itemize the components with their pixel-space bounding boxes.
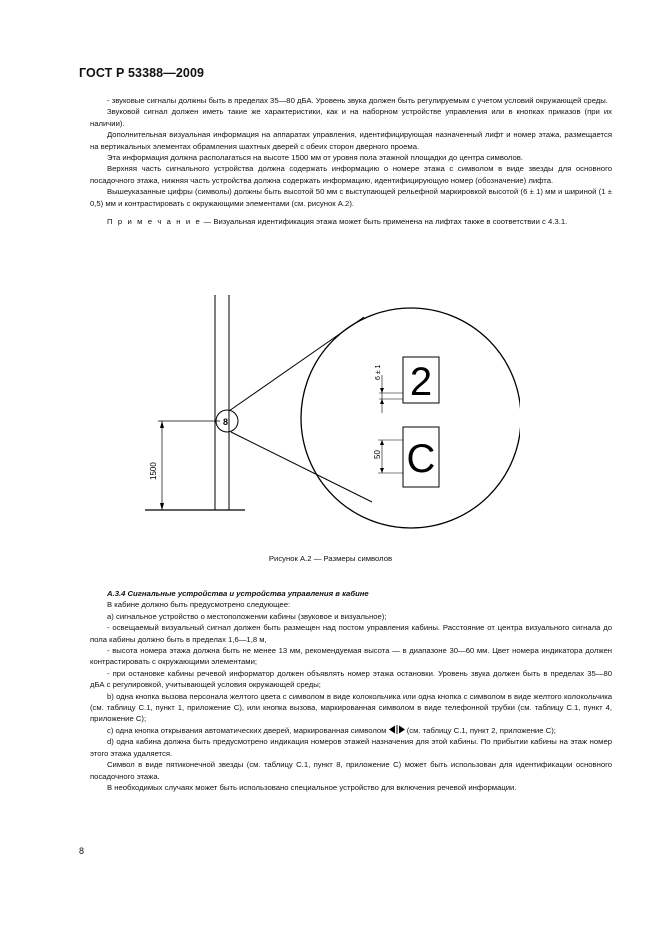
note-label: П р и м е ч а н и е bbox=[107, 217, 202, 227]
item-c-text: с) одна кнопка открывания автоматических дверей, маркированная символом bbox=[107, 725, 387, 735]
section-text-block bbox=[90, 588, 612, 793]
paragraph: В кабине должно быть предусмотрено следующее: bbox=[107, 600, 291, 610]
list-item: - высота номера этажа должна быть не менее 13 мм, рекомендуемая высота — в диапазоне 30—60 мм. Цвет номера индикатора должен контрастировать с окружающими элементами; bbox=[90, 646, 612, 667]
list-item: d) одна кабина должна быть предусмотрено индикация номеров этажей назначения для этой кабины. По прибытии кабины на этаж номер этого этажа удаляется. bbox=[90, 737, 612, 758]
paragraph: - звуковые сигналы должны быть в пределах 35—80 дБА. Уровень звука должен быть регулируемым с учетом условий окружающей среды. bbox=[107, 96, 608, 105]
figure-caption: Рисунок А.2 — Размеры символов bbox=[268, 554, 393, 563]
relief-dimension bbox=[375, 364, 403, 413]
section-title-text: А.3.4 Сигнальные устройства и устройства управления в кабине bbox=[107, 589, 369, 598]
paragraph: Эта информация должна располагаться на высоте 1500 мм от уровня пола этажной площадки до центра символов. bbox=[107, 153, 523, 163]
note-paragraph bbox=[90, 216, 612, 227]
paragraph: Звуковой сигнал должен иметь такие же характеристики, как и на наборном устройстве управления или в кнопках приказов (при их наличии). bbox=[90, 107, 612, 128]
symbol-height-dimension bbox=[373, 440, 403, 473]
relief-dimension-label: 6 ± 1 bbox=[375, 364, 382, 380]
paragraph: Вышеуказанные цифры (символы) должны быть высотой 50 мм с выступающей рельефной маркировкой высотой (6 ± 1) мм и шириной (1 ± 0,5) мм и контрастировать с окружающими элементами (см. рисунок А.2). bbox=[90, 187, 612, 208]
page-number: 8 bbox=[79, 846, 85, 856]
paragraph: Верхняя часть сигнального устройства должна содержать информацию о номере этажа с символом в виде звезды для основного посадочного этажа, нижняя часть устройства должна содержать информацию, идентифицирующую номер (обозначение) лифта. bbox=[90, 164, 612, 185]
paragraph: Символ в виде пятиконечной звезды (см. таблицу С.1, пункт 8, приложение С) может быть использован для идентификации основного посадочного этажа. bbox=[90, 760, 612, 781]
top-text-block bbox=[90, 95, 612, 227]
note-text: — Визуальная идентификация этажа может быть применена на лифтах также в соответствии с 4.3.1. bbox=[201, 217, 568, 227]
symbol-bottom: C bbox=[406, 437, 436, 481]
tangent-line-bottom bbox=[231, 432, 372, 502]
list-item: - при остановке кабины речевой информатор должен объявлять номер этажа остановки. Уровень звука должен быть в пределах 35—80 дБА с регулировкой, учитывающей условия окружающей среды; bbox=[90, 668, 612, 690]
door-open-icon bbox=[389, 726, 405, 735]
section-title bbox=[90, 588, 612, 599]
symbol-top: 2 bbox=[409, 360, 433, 404]
symbol-height-label: 50 bbox=[373, 450, 382, 459]
item-c-text-end: (см. таблицу С.1, пункт 2, приложение С); bbox=[406, 725, 556, 735]
paragraph: Дополнительная визуальная информация на аппаратах управления, идентифицирующая назначенный лифт и номер этажа, размещается на вертикальных элементах обрамления шахтных дверей с обеих сторон дверного проема. bbox=[90, 130, 612, 151]
document-header: ГОСТ Р 53388—2009 bbox=[79, 66, 205, 80]
detail-circle bbox=[301, 308, 520, 528]
height-dimension bbox=[149, 421, 220, 510]
list-item: а) сигнальное устройство о местоположении кабины (звуковое и визуальное); bbox=[107, 611, 387, 621]
list-item: b) одна кнопка вызова персонала желтого цвета с символом в виде колокольчика или одна кнопка с символом в виде желтого колокольчика (см. таблицу С.1, пункт 1, приложение С), или кнопка вызова, маркированная символом в виде телефонной трубки (см. таблицу С.1, пункт 4, приложение С); bbox=[90, 691, 612, 724]
figure-symbol-dimensions bbox=[130, 295, 520, 545]
paragraph: В необходимых случаях может быть использовано специальное устройство для включения речевой информации. bbox=[107, 782, 517, 792]
door-frame-post bbox=[215, 295, 229, 510]
list-item: - освещаемый визуальный сигнал должен быть размещен над постом управления кабины. Расстояние от центра визуального сигнала до пола кабины должно быть в пределах 1,6—1,8 м, bbox=[90, 623, 612, 644]
list-item bbox=[90, 725, 612, 736]
detail-marker-symbol: 8 bbox=[223, 417, 229, 427]
height-dimension-label: 1500 bbox=[149, 462, 158, 480]
